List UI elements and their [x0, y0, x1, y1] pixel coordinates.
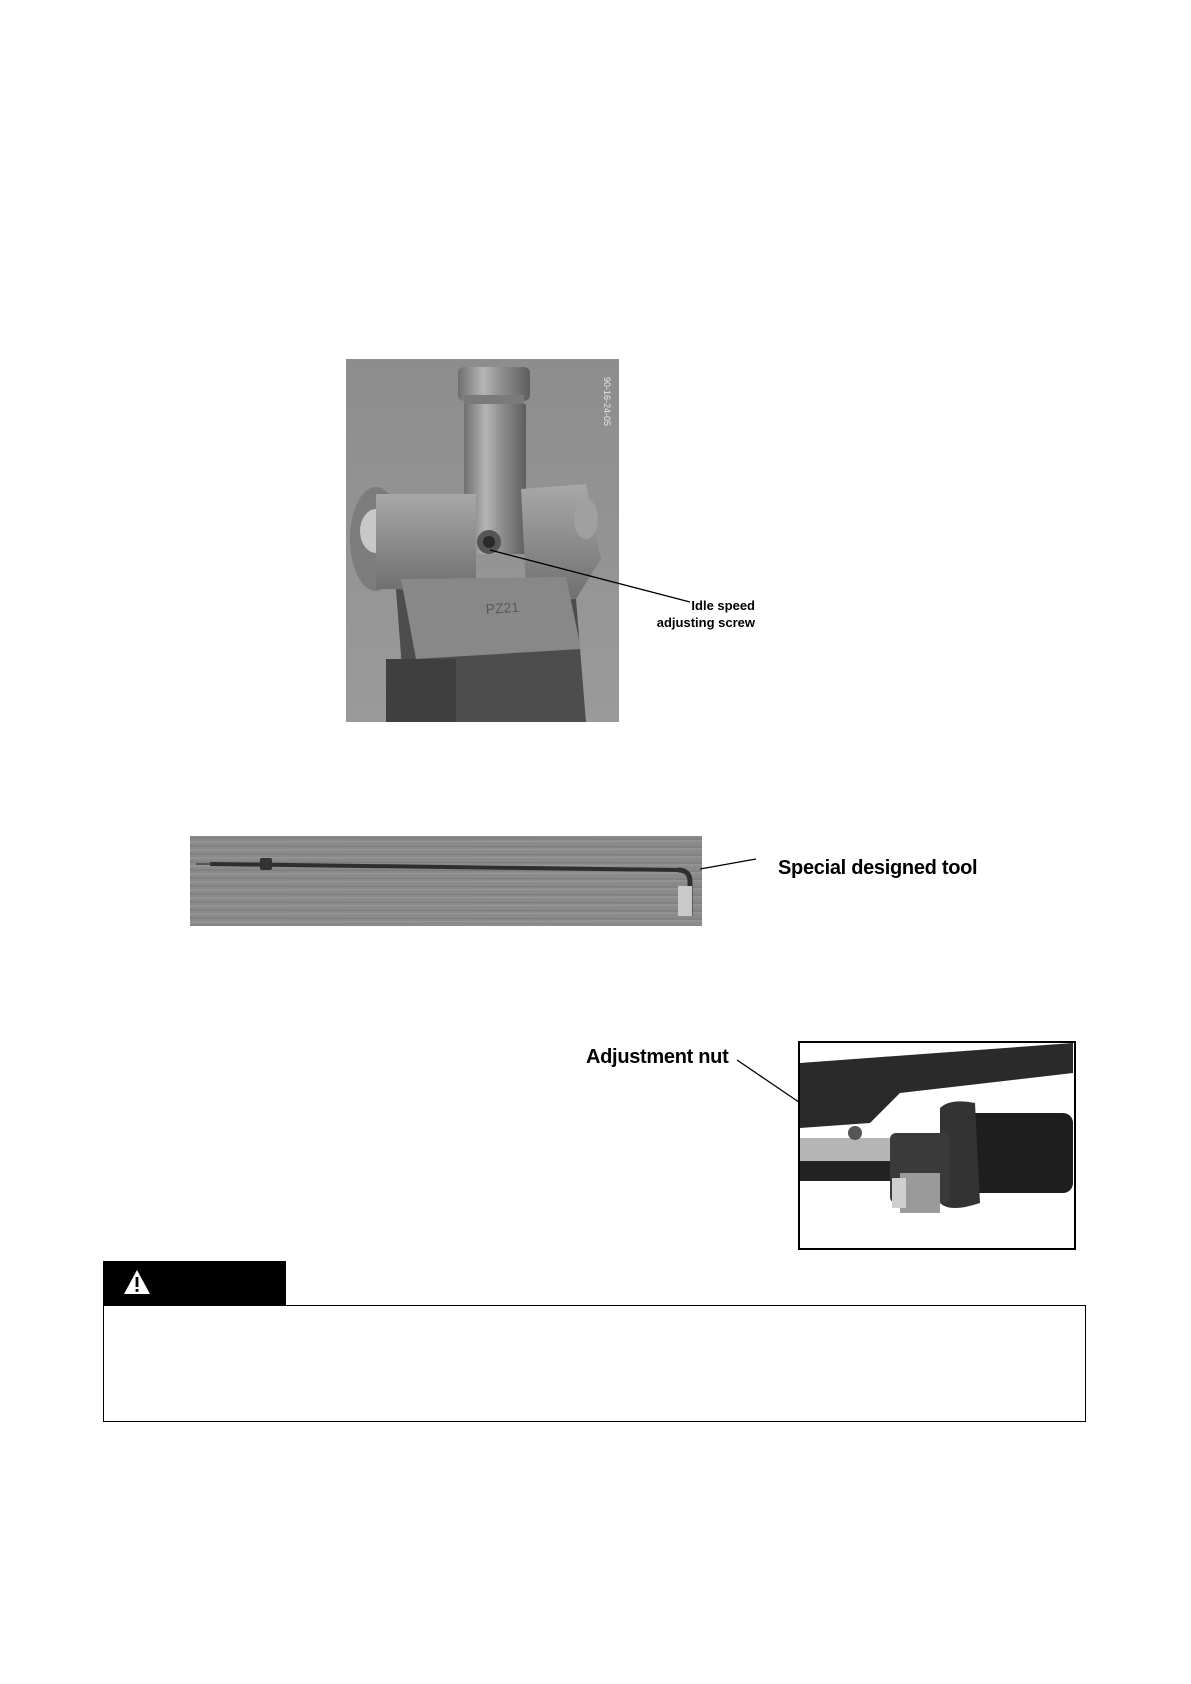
svg-text:PZ21: PZ21	[485, 598, 520, 617]
warning-header	[103, 1261, 286, 1305]
warning-triangle-icon	[123, 1269, 151, 1295]
special-tool-photo	[190, 836, 702, 926]
warning-text	[104, 1306, 1085, 1330]
throttle-photo	[798, 1041, 1076, 1250]
adjustment-nut-label: Adjustment nut	[586, 1046, 729, 1068]
special-tool-label: Special designed tool	[778, 857, 978, 879]
special-tool-leader-line	[700, 855, 760, 875]
carburetor-stamp: 90-16-24-05	[602, 377, 612, 427]
idle-speed-screw-label: Idle speed adjusting screw	[656, 598, 755, 630]
warning-box	[103, 1305, 1086, 1422]
